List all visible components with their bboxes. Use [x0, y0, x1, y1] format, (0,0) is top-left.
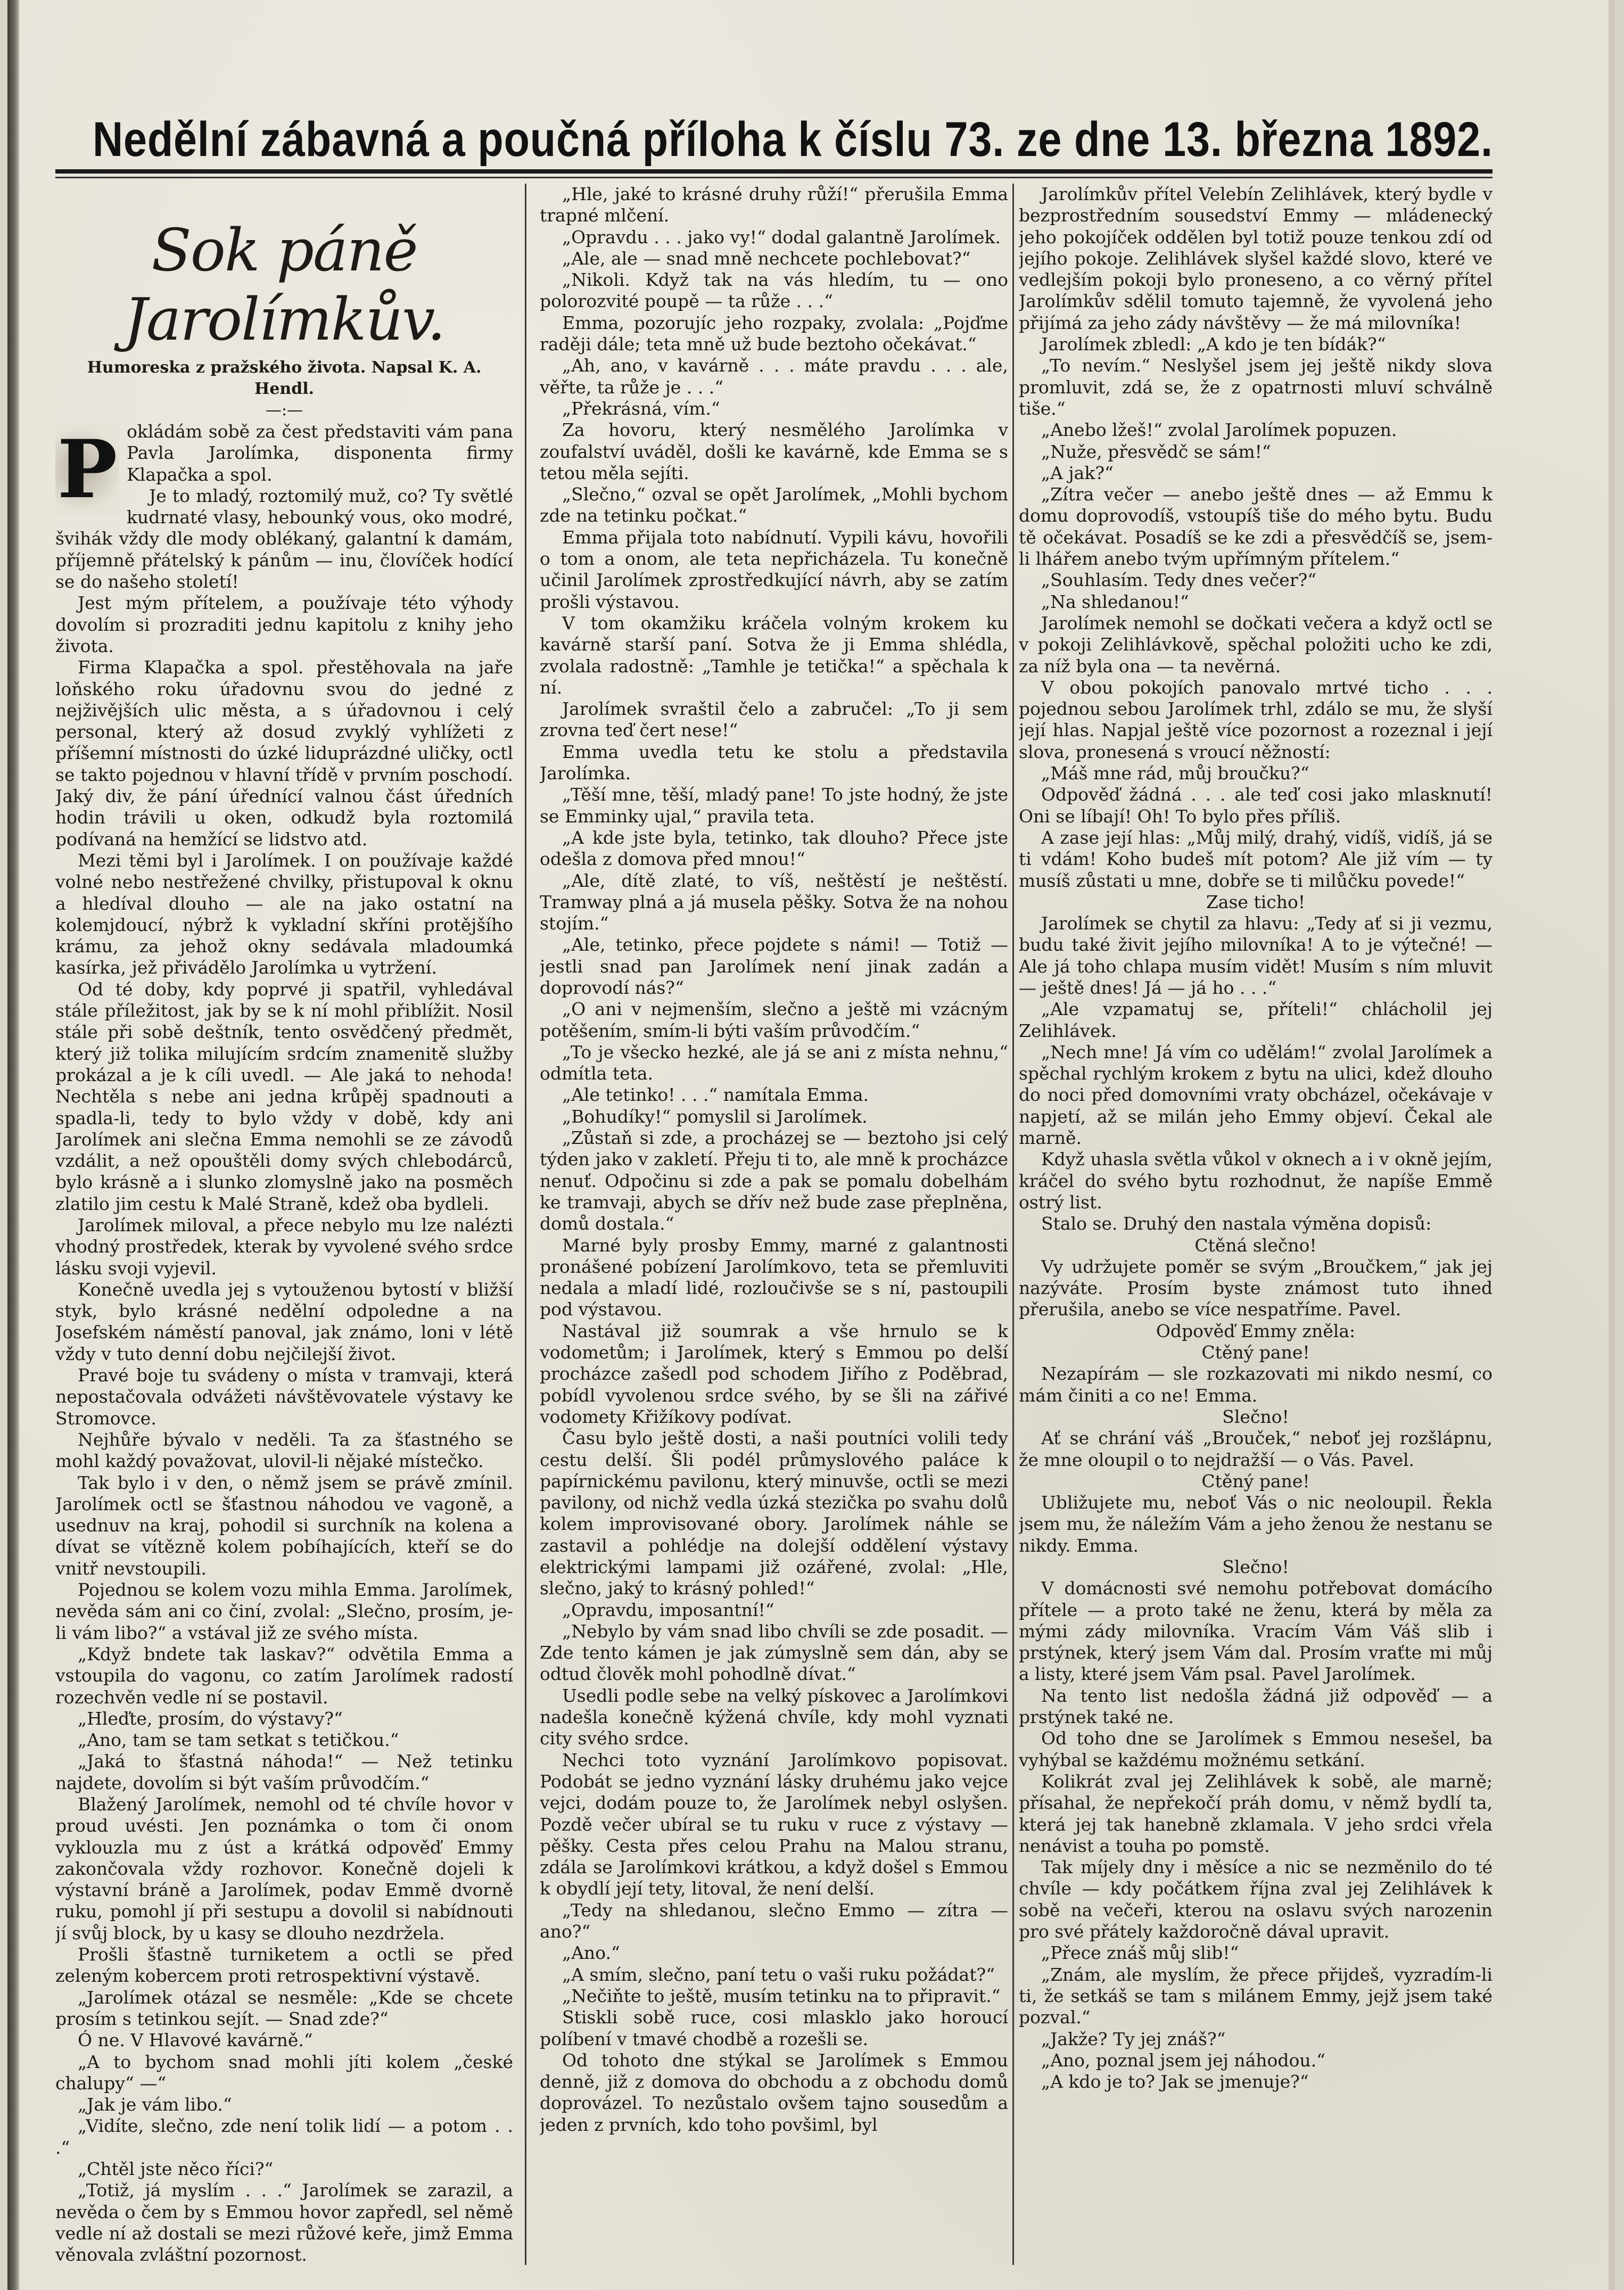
paragraph: „Nečiňte to ještě, musím tetinku na to připravit.“: [562, 1985, 1001, 2006]
paragraph: Konečně uvedla jej s vytouženou bytostí v bližší styk, bylo krásné nedělní odpoledne a na Josefském náměstí panoval, jak známo, loni v létě vždy v tuto denní dobu nejčilejší život.: [55, 1279, 513, 1364]
paragraph: Ať se chrání váš „Brouček,“ neboť jej rozšlápnu, že mne oloupil o to nejdražší — o Vás. Pavel.: [1019, 1428, 1493, 1470]
paragraph: „Slečno,“ ozval se opět Jarolímek, „Mohli bychom zde na tetinku počkat.“: [540, 484, 1008, 526]
paragraph: „Nuže, přesvědč se sám!“: [1041, 441, 1271, 462]
paragraph: Emma, pozorujíc jeho rozpaky, zvolala: „Pojďme raději dále; teta mně už bude beztoho očekávat.“: [540, 312, 1008, 355]
column-2: [540, 184, 1008, 2265]
paragraph: „A kde jste byla, tetinko, tak dlouho? Přece jste odešla z domova před mnou!“: [540, 827, 1008, 870]
paragraph: „Anebo lžeš!“ zvolal Jarolímek popuzen.: [1041, 419, 1397, 441]
paragraph: „A smím, slečno, paní tetu o vaši ruku požádat?“: [562, 1964, 995, 1985]
paragraph: Vy udržujete poměr se svým „Broučkem,“ jak jej nazýváte. Prosím byste známost tuto ihned přerušila, anebo se více nespatříme. Pavel.: [1019, 1256, 1493, 1320]
paragraph: „O ani v nejmenším, slečno a ještě mi vzácným potěšením, smím-li býti vaším průvodčím.“: [540, 999, 1008, 1041]
paragraph: V obou pokojích panovalo mrtvé ticho . . . pojednou sebou Jarolímek trhl, zdálo se mu, že slyší její hlas. Napjal ještě více pozornost a rozeznal i její slova, pronesená s vroucí něžností:: [1019, 677, 1493, 762]
paragraph: „Ano, tam se tam setkat s tetičkou.“: [78, 1729, 399, 1751]
paragraph: „Překrásná, vím.“: [562, 398, 720, 419]
paragraph: V domácnosti své nemohu potřebovat domácího přítele — a proto také ne ženu, která by měla za mými zády milovníka. Vracím Vám Váš slib i prstýnek, který jsem Vám dal. Prosím vraťte mi můj a listy, které jsem Vám psal. Pavel Jarolímek.: [1019, 1578, 1493, 1685]
paragraph: „Zůstaň si zde, a procházej se — beztoho jsi celý týden jako v zakletí. Přeju ti to, ale mně k procházce nenuť. Odpočinu si zde a pak se pomalu dobelhám ke tramvaji, abych se dřív než bude zase přeplněna, domů dostala.“: [540, 1127, 1008, 1234]
story-title: Sok páně Jarolímkův.: [123, 216, 445, 353]
column-3: [1019, 184, 1493, 2265]
paragraph: „Když bndete tak laskav?“ odvětila Emma a vstoupila do vagonu, co zatím Jarolímek radostí rozechvěn vedle ní se postavil.: [55, 1643, 513, 1708]
paragraph: „Totiž, já myslím . . .“ Jarolímek se zarazil, a nevěda o čem by s Emmou hovor zapředl, sel němě vedle ní až dostali se mezi růžové keře, jimž Emma věnovala zvláštní pozornost.: [55, 2180, 513, 2265]
paragraph: „A jak?“: [1041, 462, 1114, 483]
paragraph: „Ale, tetinko, přece pojdete s námi! — Totiž — jestli snad pan Jarolímek není jinak zadán a doprovodí nás?“: [540, 934, 1008, 998]
paragraph: Nezapírám — sle rozkazovati mi nikdo nesmí, co mám činiti a co ne! Emma.: [1019, 1363, 1493, 1406]
paragraph: „Znám, ale myslím, že přece přijdeš, vyzradím-li ti, že setkáš se tam s milánem Emmy, jejž jsem také pozval.“: [1019, 1964, 1493, 2028]
masthead: Nedělní zábavná a poučná příloha k číslu 73. ze dne 13. března 1892.: [93, 112, 1493, 167]
paragraph: Nastával již soumrak a vše hrnulo se k vodometům; i Jarolímek, který s Emmou po delší procházce zašedl pod schodem Jiřího z Poděbrad, pobídl vyvolenou srdce svého, by se šli na zářivé vodomety Křižíkovy podívat.: [540, 1320, 1008, 1427]
paragraph: „Ale, ale — snad mně nechcete pochlebovat?“: [562, 248, 971, 269]
page-edge: [1609, 0, 1615, 2290]
paragraph: Ctěná slečno!: [1194, 1234, 1317, 1256]
paragraph: Emma uvedla tetu ke stolu a představila Jarolímka.: [540, 741, 1008, 784]
paragraph: Emma přijala toto nabídnutí. Vypili kávu, hovořili o tom a onom, ale teta nepřicházela. Tu konečně učinil Jarolímek zprostředkující návrh, aby se zatím prošli výstavou.: [540, 526, 1008, 612]
title-separator: —:—: [265, 401, 303, 419]
paragraph: „Nikoli. Když tak na vás hledím, tu — ono polorozvité poupě — ta růže . . .“: [540, 269, 1008, 312]
paragraph: Usedli podle sebe na velký pískovec a Jarolímkovi nadešla konečně kýžená chvíle, kdy mohl vyznati city svého srdce.: [540, 1685, 1008, 1749]
paragraph: „Na shledanou!“: [1041, 591, 1189, 612]
paragraph: Zase ticho!: [1206, 891, 1306, 912]
paragraph: „Tedy na shledanou, slečno Emmo — zítra — ano?“: [540, 1899, 1008, 1942]
paragraph: Nejhůře bývalo v neděli. Ta za šťastného se mohl každý považovat, ulovil-li nějaké místečko.: [55, 1429, 513, 1472]
paragraph: Jest mým přítelem, a používaje této výhody dovolím si prozraditi jednu kapitolu z knihy jeho života.: [55, 592, 513, 656]
paragraph: Jarolímek svraštil čelo a zabručel: „To ji sem zrovna teď čert nese!“: [540, 698, 1008, 741]
paragraph: Blažený Jarolímek, nemohl od té chvíle hovor v proud uvésti. Jen poznámka o tom či onom vyklouzla mu z úst a krátká odpověď Emmy zakončovala vždy rozhovor. Konečně dojeli k výstavní bráně a Jarolímek, podav Emmě dvorně ruku, pomohl jí při sestupu a dovolil si nabídnouti jí svůj block, by u kasy se dlouho nezdržela.: [55, 1794, 513, 1943]
column-1-text: [55, 421, 513, 2265]
paragraph: „Bohudíky!“ pomyslil si Jarolímek.: [562, 1106, 868, 1127]
column-divider: [1012, 184, 1014, 2265]
col3-paragraphs: [1019, 184, 1493, 2093]
paragraph: Jarolímek se chytil za hlavu: „Tedy ať si ji vezmu, budu také živit jejího milovníka! A to je výtečné! — Ale já toho chlapa musím vidět! Musím s ním mluvit — ještě dnes! Já — já ho . . .“: [1019, 913, 1493, 998]
paragraph: A zase její hlas: „Můj milý, drahý, vidíš, vidíš, já se ti vdám! Koho budeš mít potom? Ale již vím — ty musíš zůstati u mne, dobře se ti milůčku povede!“: [1019, 827, 1493, 891]
paragraph: Jarolímek zbledl: „A kdo je ten bídák?“: [1041, 334, 1386, 355]
masthead-rule: [55, 169, 1493, 174]
paragraph: Jarolímek miloval, a přece nebylo mu lze nalézti vhodný prostředek, kterak by vyvolené svého srdce lásku svoji vyjevil.: [55, 1214, 513, 1279]
paragraph: Tak míjely dny i měsíce a nic se nezměnilo do té chvíle — kdy počátkem října zval jej Zelihlávek k sobě na večeři, kterou na oslavu svých narozenin pro své přátely každoročně dával upravit.: [1019, 1857, 1493, 1942]
paragraph: V tom okamžiku kráčela volným krokem ku kavárně starší paní. Sotva že ji Emma shlédla, zvolala radostně: „Tamhle je tetička!“ a spěchala k ní.: [540, 612, 1008, 698]
paragraph: Odpověď Emmy zněla:: [1156, 1320, 1356, 1341]
paragraph: Mezi těmi byl i Jarolímek. I on používaje každé volné nebo nestřežené chvilky, přistupoval k oknu a hledíval dlouho — ale na jako ostatní na kolemjdoucí, nýbrž k vykladní skříni protějšího krámu, za jehož okny sedávala mladoumká kasírka, jež přivádělo Jarolímka u vytržení.: [55, 850, 513, 978]
paragraph: „Těší mne, těší, mladý pane! To jste hodný, že jste se Emminky ujal,“ pravila teta.: [540, 784, 1008, 827]
paragraph: „Máš mne rád, můj broučku?“: [1041, 763, 1309, 784]
paragraph: Prošli šťastně turniketem a octli se před zeleným kobercem proti retrospektivní výstavě.: [55, 1944, 513, 1987]
paragraph: „Jak je vám libo.“: [78, 2094, 232, 2115]
column-1: [55, 184, 513, 2265]
paragraph: Od tohoto dne stýkal se Jarolímek s Emmou denně, již z domova do obchodu a z obchodu domů doprovázel. To nezůstalo ovšem tajno sousedům a jeden z prvních, kdo toho povšiml, byl: [540, 2049, 1008, 2135]
paragraph: Pojednou se kolem vozu mihla Emma. Jarolímek, nevěda sám ani co činí, zvolal: „Slečno, prosím, je-li vám libo?“ a vstával již ze svého místa.: [55, 1579, 513, 1643]
paragraph: „Opravdu, imposantní!“: [562, 1599, 774, 1620]
paragraph: „Jaká to šťastná náhoda!“ — Než tetinku najdete, dovolím si být vaším průvodčím.“: [55, 1751, 513, 1793]
paragraph: „Ale tetinko! . . .“ namítala Emma.: [562, 1084, 869, 1106]
paragraph: Jarolímek nemohl se dočkati večera a když octl se v pokoji Zelihlávkově, spěchal položiti ucho ke zdi, za níž byla ona — ta nevěrná.: [1019, 612, 1493, 677]
paragraph: „Nebylo by vám snad libo chvíli se zde posadit. — Zde tento kámen je jak zúmyslně sem dán, aby se odtud člověk mohl pohodlně dívat.“: [540, 1620, 1008, 1685]
paragraph: „To je všecko hezké, ale já se ani z místa nehnu,“ odmítla teta.: [540, 1041, 1008, 1084]
paragraph: Ctěný pane!: [1201, 1342, 1310, 1363]
paragraph: Od té doby, kdy poprvé ji spatřil, vyhledával stále příležitost, jak by se k ní mohl přiblížit. Nosil stále při sobě deštník, tento osvědčený předmět, který již tolika milujícím srdcím znamenitě služby prokázal a je k cíli uvedl. — Ale jaká to nehoda! Nechtěla s nebe ani jedna krůpěj spadnouti a spadla-li, tedy to bylo vždy v době, kdy ani Jarolímek ani slečna Emma nemohli se ze závodů vzdálit, a než opouštěli domy svých chlebodárců, bylo krásně a i slunko zlomyslně jako na posměch zlatilo jim cestu k Malé Straně, kdež oba bydleli.: [55, 978, 513, 1214]
paragraph: Slečno!: [1222, 1556, 1289, 1577]
paragraph: Na tento list nedošla žádná již odpověď — a prstýnek také ne.: [1019, 1685, 1493, 1728]
paragraph: Za hovoru, který nesmělého Jarolímka v zoufalství uváděl, došli ke kavárně, kde Emma se s tetou měla sejíti.: [540, 419, 1008, 483]
paragraph: Stiskli sobě ruce, cosi mlasklo jako horoucí políbení v tmavé chodbě a rozešli se.: [540, 2007, 1008, 2049]
story-byline: Humoreska z pražského života. Napsal K. A. Hendl.: [87, 358, 482, 398]
newspaper-page: [7, 0, 1615, 2290]
paragraph: Firma Klapačka a spol. přestěhovala na jaře loňského roku úřadovnu svou do jedné z nejživějších ulic města, a s úřadovnou i celý personal, který až dosud zvyklý vyhlížeti z příšemní místnosti do úzké liduprázdné uličky, octl se takto pojednou v hlavní třídě v prvním poschodí. Jaký div, že pání úřednící valnou část úředních hodin trávili u oken, odkudž byla roztomilá podívaná na hemžící se lidstvo atd.: [55, 657, 513, 850]
column-divider: [525, 184, 526, 2265]
paragraph: Nechci toto vyznání Jarolímkovo popisovat. Podobát se jedno vyznání lásky druhému jako vejce vejci, dodám pouze to, že Jarolímek nebyl oslyšen. Pozdě večer ubíral se tu ruku v ruce z výstavy — pěšky. Cesta přes celou Prahu na Malou stranu, zdála se Jarolímkovi krátkou, a když došel s Emmou k obydlí její tety, litoval, že není delší.: [540, 1749, 1008, 1899]
paragraph: Jarolímkův přítel Velebín Zelihlávek, který bydle v bezprostředním sousedství Emmy — mládenecký jeho pokojíček oddělen byl totiž pouze tenkou zdí od jejího pokoje. Zelihlávek slyšel každé slovo, které ve vedlejším pokoji bylo proneseno, a co věrný přítel Jarolímkův sdělil tomuto tajemně, že vyvolená jeho přijímá za jeho zády návštěvy — že má milovníka!: [1019, 184, 1493, 333]
paragraph: Kolikrát zval jej Zelihlávek k sobě, ale marně; přísahal, že nepřekočí práh domu, v němž bydlí ta, která jej tak hanebně zklamala. V jeho srdci vřela nenávist a touha po pomstě.: [1019, 1770, 1493, 1856]
col1-paragraphs: [55, 421, 513, 2265]
paragraph: „Opravdu . . . jako vy!“ dodal galantně Jarolímek.: [562, 226, 1001, 248]
binding-edge: [7, 0, 19, 2290]
paragraph: Je to mladý, roztomilý muž, co? Ty světlé kudrnaté vlasy, hebounký vous, oko modré, švihák vždy dle mody oblékaný, galantní k damám, příjemně přátelský k pánům — inu, človíček hodící se do našeho století!: [55, 485, 513, 592]
col2-paragraphs: [540, 184, 1008, 2136]
paragraph: „To nevím.“ Neslyšel jsem jej ještě nikdy slova promluvit, zdá se, že z opatrnosti mluví schválně tiše.“: [1019, 355, 1493, 419]
paragraph: „Ah, ano, v kavárně . . . máte pravdu . . . ale, věřte, ta růže je . . .“: [540, 355, 1008, 398]
paragraph: Stalo se. Druhý den nastala výměna dopisů:: [1041, 1213, 1432, 1234]
paragraph: Tak bylo i v den, o němž jsem se právě zmínil. Jarolímek octl se šťastnou náhodou ve vagoně, a usednuv na kraj, pohodil si surchník na kolena a dívat se vítězně kolem pobíhajících, kteří se do vnitř nevstoupili.: [55, 1472, 513, 1579]
paragraph: „Zítra večer — anebo ještě dnes — až Emmu k domu doprovodíš, vstoupíš tiše do mého bytu. Budu tě očekávat. Posadíš se ke zdi a přesvědčíš se, jsem-li lhářem anebo tvým upřímným přítelem.“: [1019, 484, 1493, 570]
paragraph: „Ale, dítě zlaté, to víš, neštěstí je neštěstí. Tramway plná a já musela pěšky. Sotva že na nohou stojím.“: [540, 870, 1008, 934]
paragraph: „Hle, jaké to krásné druhy růží!“ přerušila Emma trapné mlčení.: [540, 184, 1008, 226]
paragraph: Odpověď žádná . . . ale teď cosi jako mlasknutí! Oni se líbají! Oh! To bylo přes příliš.: [1019, 784, 1493, 827]
paragraph: Marné byly prosby Emmy, marné z galantnosti pronášené pobízení Jarolímkovo, teta se přemluviti nedala a mladí lidé, rozloučivše se s ní, pastoupili pod výstavou.: [540, 1234, 1008, 1320]
paragraph: „Vidíte, slečno, zde není tolik lidí — a potom . . .“: [55, 2115, 513, 2158]
paragraph: Ó ne. V Hlavové kavárně.“: [78, 2030, 313, 2051]
paragraph: „Chtěl jste něco říci?“: [78, 2159, 274, 2180]
paragraph: Času bylo ještě dosti, a naši poutníci volili tedy cestu delší. Šli podél průmyslového paláce k papírnickému pavilonu, který minuvše, octli se mezi pavilony, od nichž vedla úzká stezička po svahu dolů kolem improvisované obory. Jarolímek náhle se zastavil a pohlédje na dolejší oddělení výstavy elektrickými lampami již ozářené, zvolal: „Hle, slečno, jaký to krásný pohled!“: [540, 1428, 1008, 1599]
paragraph: „Hleďte, prosím, do výstavy?“: [78, 1708, 343, 1729]
paragraph: Pravé boje tu svádeny o místa v tramvaji, která nepostačovala odvážeti návštěvovatele výstavy ke Stromovce.: [55, 1365, 513, 1429]
paragraph: „Nech mne! Já vím co udělám!“ zvolal Jarolímek a spěchal rychlým krokem z bytu na ulici, kdež dlouho do noci před domovními vraty obcházel, očekávaje v napjetí, až se milán jeho Emmy objeví. Čekal ale marně.: [1019, 1041, 1493, 1149]
paragraph: „A kdo je to? Jak se jmenuje?“: [1041, 2071, 1309, 2093]
paragraph: Od toho dne se Jarolímek s Emmou nesešel, ba vyhýbal se každému možnému setkání.: [1019, 1728, 1493, 1770]
paragraph: „Ano, poznal jsem jej náhodou.“: [1041, 2049, 1325, 2071]
paragraph: Slečno!: [1222, 1406, 1289, 1427]
paragraph: „Přece znáš můj slib!“: [1041, 1942, 1239, 1964]
paragraph: Když uhasla světla vůkol v oknech a i v okně jejím, kráčel do svého bytu rozhodnut, že napíše Emmě ostrý list.: [1019, 1149, 1493, 1213]
paragraph: „A to bychom snad mohli jíti kolem „české chalupy“ —“: [55, 2051, 513, 2094]
paragraph: Ubližujete mu, neboť Vás o nic neoloupil. Řekla jsem mu, že náležím Vám a jeho ženou že nestanu se nikdy. Emma.: [1019, 1492, 1493, 1556]
paragraph: „Ano.“: [562, 1942, 620, 1964]
paragraph: „Jarolímek otázal se nesměle: „Kde se chcete prosím s tetinkou sejít. — Snad zde?“: [55, 1987, 513, 2029]
drop-cap: P: [55, 424, 119, 515]
paragraph: „Jakže? Ty jej znáš?“: [1041, 2028, 1226, 2049]
paragraph: „Souhlasím. Tedy dnes večer?“: [1041, 570, 1317, 591]
paragraph: okládám sobě za čest představiti vám pana Pavla Jarolímka, disponenta firmy Klapačka a spol.: [127, 421, 513, 485]
paragraph: Ctěný pane!: [1201, 1470, 1310, 1492]
masthead-rule-thin: [55, 177, 1493, 178]
paragraph: „Ale vzpamatuj se, příteli!“ chlácholil jej Zelihlávek.: [1019, 999, 1493, 1041]
